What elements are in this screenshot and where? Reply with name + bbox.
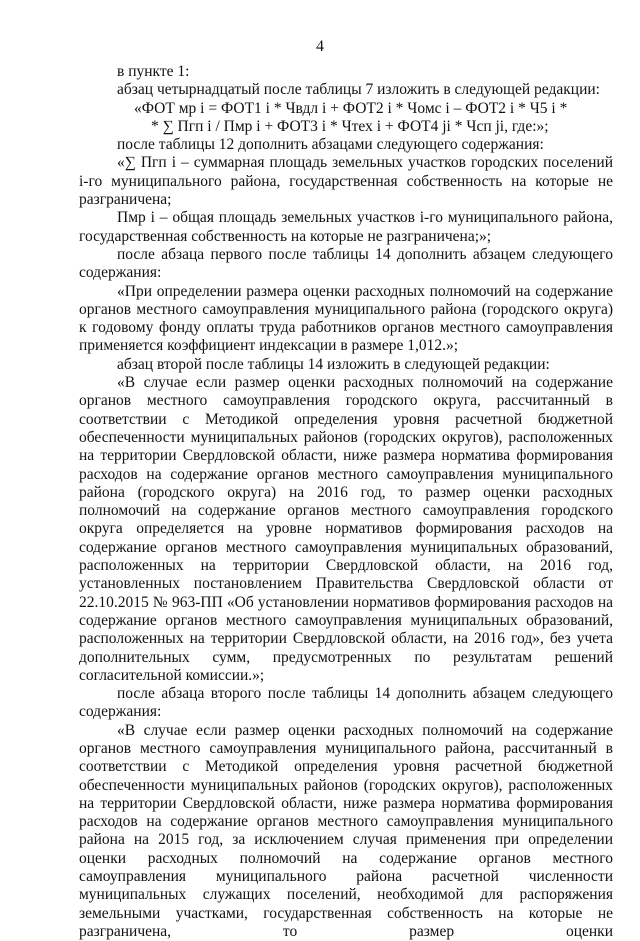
paragraph-after-second-table-14: после абзаца второго после таблицы 14 дополнить абзацем следующего содержания: bbox=[79, 685, 613, 721]
quote-city-district-case: «В случае если размер оценки расходных полномочий на содержание органов местного самоуправления городского округа, рассчитанный в соответствии с Методикой определения уровня расчетной бюджетной обеспеченности муниципальных районов (городских округов), расположенных на территории Свердловской области, ниже размера норматива формирования расходов на содержание органов местного самоуправления муниципального района (городского округа) на 2016 год, то размер оценки расходных полномочий на содержание органов местного самоуправления городского округа определяется на уровне нормативов формирования расходов на содержание органов местного самоуправления муниципальных образований, расположенных на территории Свердловской области, на 2016 год, установленных постановлением Правительства Свердловской области от 22.10.2015 № 963-ПП «Об установлении нормативов формирования расходов на содержание органов местного самоуправления муниципальных образований, расположенных на территории Свердловской области, на 2016 год», без учета дополнительных сумм, предусмотренных по результатам решений согласительной комиссии.»; bbox=[79, 374, 613, 684]
paragraph-after-table-12: после таблицы 12 дополнить абзацами следующего содержания: bbox=[117, 136, 544, 154]
paragraph-after-first-table-14: после абзаца первого после таблицы 14 дополнить абзацем следующего содержания: bbox=[79, 245, 613, 282]
page-number: 4 bbox=[316, 38, 324, 55]
document-body bbox=[79, 63, 613, 941]
quote-indexation-coefficient: «При определении размера оценки расходных полномочий на содержание органов местного самоуправления муниципального района (городского округа) к годовому фонду оплаты труда работников органов местного самоуправления применяется коэффициент индексации в размере 1,012.»; bbox=[79, 282, 613, 355]
definition-pmr: Пмр i – общая площадь земельных участков i-го муниципального района, государственная собственность на которые не разграничена;»; bbox=[79, 209, 613, 245]
formula-line-1: «ФОТ мр i = ФОТ1 i * Чвдл i + ФОТ2 i * Чомс i – ФОТ2 i * Ч5 i * bbox=[134, 99, 568, 117]
formula-line-2: * ∑ Пгп i / Пмр i + ФОТ3 i * Чтех i + ФОТ4 ji * Чсп ji, где:»; bbox=[151, 117, 549, 135]
quote-municipal-district-case: «В случае если размер оценки расходных полномочий на содержание органов местного самоуправления муниципального района, рассчитанный в соответствии с Методикой определения уровня расчетной бюджетной обеспеченности муниципальных районов (городских округов), расположенных на территории Свердловской области, ниже размера норматива формирования расходов на содержание органов местного самоуправления муниципального района на 2015 год, за исключением случая применения при определении оценки расходных полномочий на содержание органов местного самоуправления муниципального района расчетной численности муниципальных служащих поселений, необходимой для распоряжения земельными участками, государственная собственность на которые не разграничена, то размер оценки bbox=[79, 721, 613, 940]
definition-sum-pgp: «∑ Пгп i – суммарная площадь земельных участков городских поселений i-го муниципального района, государственная собственность на которые не разграничена; bbox=[79, 154, 613, 209]
paragraph-item-intro: в пункте 1: bbox=[117, 63, 190, 80]
paragraph-amend-abzac-14: абзац четырнадцатый после таблицы 7 изложить в следующей редакции: bbox=[117, 81, 600, 99]
paragraph-second-table-14: абзац второй после таблицы 14 изложить в следующей редакции: bbox=[117, 355, 550, 373]
